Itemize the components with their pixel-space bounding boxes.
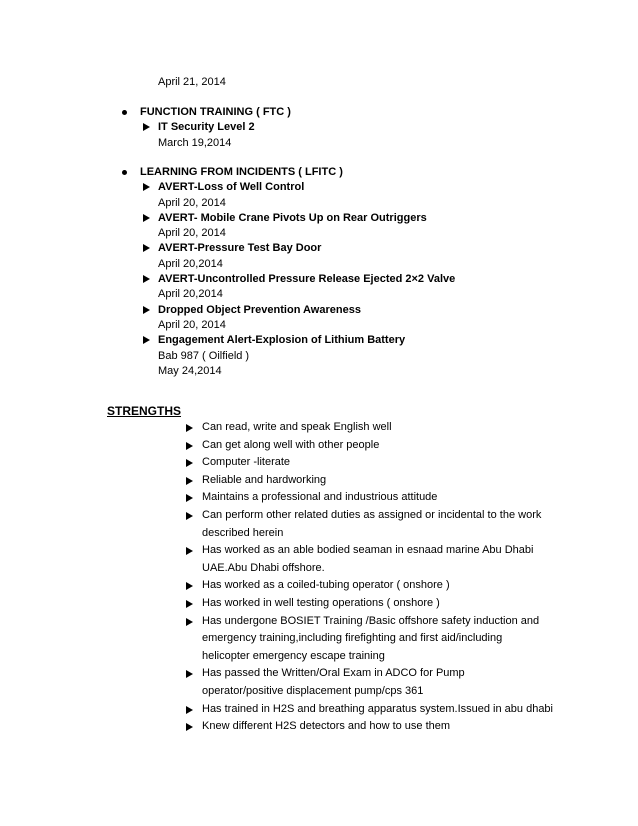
section-title: LEARNING FROM INCIDENTS ( LFITC ) xyxy=(140,165,343,178)
arrow-bullet-icon xyxy=(143,183,150,191)
training-item-title: AVERT-Pressure Test Bay Door xyxy=(158,242,322,255)
training-item-title: Engagement Alert-Explosion of Lithium Battery xyxy=(158,334,406,347)
top-date: April 21, 2014 xyxy=(158,76,226,88)
arrow-bullet-icon xyxy=(186,600,193,608)
arrow-bullet-icon xyxy=(186,424,193,432)
training-item-detail: March 19,2014 xyxy=(158,136,232,149)
section-bullet xyxy=(122,110,127,115)
training-item-title: Dropped Object Prevention Awareness xyxy=(158,303,361,316)
training-item-detail: May 24,2014 xyxy=(158,364,222,377)
strength-item-text: described herein xyxy=(202,526,284,539)
strength-item-text: Can read, write and speak English well xyxy=(202,421,392,433)
section-title: FUNCTION TRAINING ( FTC ) xyxy=(140,106,291,118)
strength-item-text: Has worked as a coiled-tubing operator ( onshore ) xyxy=(202,579,450,592)
training-item-detail: April 20, 2014 xyxy=(158,318,226,331)
strength-item-text: Knew different H2S detectors and how to use them xyxy=(202,720,451,733)
arrow-bullet-icon xyxy=(186,477,193,485)
arrow-bullet-icon xyxy=(186,582,193,590)
strength-item-text: UAE.Abu Dhabi offshore. xyxy=(202,561,325,574)
arrow-bullet-icon xyxy=(186,706,193,714)
strength-item-text: emergency training,including firefighting and first aid/including xyxy=(202,632,503,645)
training-item-detail: April 20,2014 xyxy=(158,257,223,270)
strength-item-text: Can perform other related duties as assigned or incidental to the work xyxy=(202,509,542,521)
arrow-bullet-icon xyxy=(143,275,150,283)
arrow-bullet-icon xyxy=(143,214,150,222)
arrow-bullet-icon xyxy=(186,459,193,467)
strength-item-text: Maintains a professional and industrious attitude xyxy=(202,491,438,504)
training-item-title: IT Security Level 2 xyxy=(158,121,255,134)
training-item-detail: April 20,2014 xyxy=(158,288,223,301)
arrow-bullet-icon xyxy=(186,512,193,520)
strength-item-text: Has undergone BOSIET Training /Basic offshore safety induction and xyxy=(202,614,540,627)
training-item-detail: April 20, 2014 xyxy=(158,227,226,240)
arrow-bullet-icon xyxy=(143,336,150,344)
arrow-bullet-icon xyxy=(143,306,150,314)
strength-item-text: Can get along well with other people xyxy=(202,438,380,451)
strength-item-text: Has passed the Written/Oral Exam in ADCO for Pump xyxy=(202,667,465,680)
arrow-bullet-icon xyxy=(143,244,150,252)
strength-item-text: operator/positive displacement pump/cps 361 xyxy=(202,685,424,697)
strength-item-text: helicopter emergency escape training xyxy=(202,649,385,662)
strengths-heading: STRENGTHS xyxy=(107,404,182,418)
training-item-title: AVERT-Loss of Well Control xyxy=(158,181,305,194)
arrow-bullet-icon xyxy=(186,442,193,450)
training-item-title: AVERT- Mobile Crane Pivots Up on Rear Outriggers xyxy=(158,211,427,224)
arrow-bullet-icon xyxy=(186,723,193,731)
strength-item-text: Has worked as an able bodied seaman in esnaad marine Abu Dhabi xyxy=(202,544,534,557)
arrow-bullet-icon xyxy=(186,494,193,502)
strength-item-text: Reliable and hardworking xyxy=(202,473,327,486)
arrow-bullet-icon xyxy=(186,670,193,678)
strength-item-text: Has trained in H2S and breathing apparatus system.Issued in abu dhabi xyxy=(202,702,553,715)
section-bullet xyxy=(122,170,127,175)
arrow-bullet-icon xyxy=(186,547,193,555)
strength-item-text: Has worked in well testing operations ( onshore ) xyxy=(202,597,440,609)
training-item-detail: April 20, 2014 xyxy=(158,196,226,209)
training-item-detail: Bab 987 ( Oilfield ) xyxy=(158,349,250,362)
arrow-bullet-icon xyxy=(186,618,193,626)
strength-item-text: Computer -literate xyxy=(202,456,291,469)
arrow-bullet-icon xyxy=(143,123,150,131)
training-item-title: AVERT-Uncontrolled Pressure Release Ejected 2×2 Valve xyxy=(158,273,456,285)
